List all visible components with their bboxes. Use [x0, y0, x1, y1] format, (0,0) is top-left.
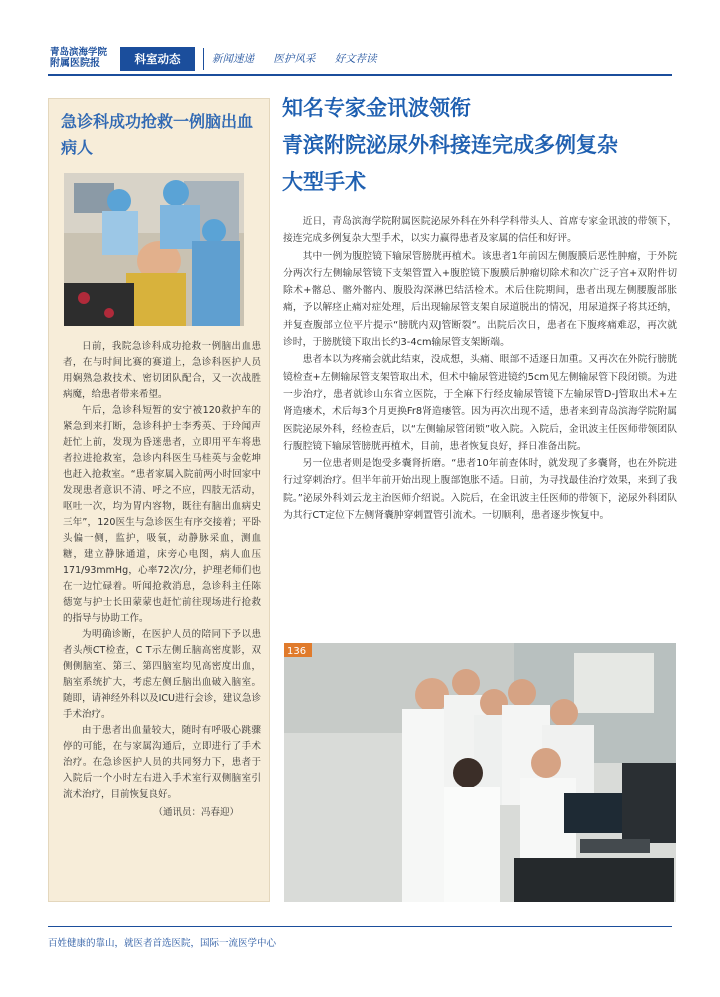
sidebar-paragraph: 日前，我院急诊科成功抢救一例脑出血患者，在与时间比赛的赛道上，急诊科医护人员用娴熟急救技术、密切团队配合，又一次战胜病魔，给患者带来希望。 [63, 341, 261, 400]
sidebar-paragraph: 午后，急诊科短暂的安宁被120救护车的紧急到来打断，急诊科护士李秀英、于玲闻声赶忙上前，发现为昏迷患者，立即用平车将患者拉进抢救室，急诊内科医生马桂英与金乾坤也赶入抢救室。“患者家属入院前两小时回家中发现患者意识不清、呼之不应，四肢无活动，呕吐一次，均为胃内容物，既往有脑出血病史三年”，120医生与急诊医生有序交接着；平卧头偏一侧，监护，吸氧，动静脉采血，测血糖，建立静脉通道，床旁心电图，病人血压171/93mmHg，心率72次/分，护理老师们也在一边忙碌着。听闻抢救消息，急诊科主任陈德宽与护士长田蒙蒙也赶忙前往现场进行抢救的指导与协助工作。 [63, 405, 261, 624]
sidebar-credit: （通讯员：冯春迎） [153, 807, 239, 818]
emergency-rescue-photo [64, 173, 244, 326]
sidebar-body [63, 339, 261, 821]
footer-slogan: 百姓健康的靠山，就医者首选医院，国际一流医学中心 [48, 938, 277, 949]
newspaper-logo [50, 47, 120, 70]
sidebar-article [48, 98, 270, 902]
header-divider [203, 48, 204, 70]
slogan-staff: 医护风采 [273, 53, 316, 65]
slogan-reading: 好文荐读 [334, 53, 377, 65]
article-headline [282, 90, 702, 201]
slogan-news: 新闻速递 [212, 53, 254, 65]
section-label: 科室动态 [120, 47, 195, 71]
logo-line1: 青岛滨海学院 [50, 47, 108, 58]
article-paragraph: 其中一例为腹腔镜下输尿管膀胱再植术。该患者1年前因左侧腹膜后恶性肿瘤，于外院分两次行左侧输尿管镜下支架管置入+腹腔镜下腹膜后肿瘤切除术和次广泛子宫+双附件切除术+髂总、髂外髂内、腹股沟深淋巴结活检术。术后住院期间，患者出现左侧腰腹部胀痛，予以解痉止痛对症处理，后出现输尿管支架自尿道脱出的情况，用尿道探子将其还纳，并复查腹部立位平片提示“膀胱内双J管断裂”。出院后次日，患者在下腹疼痛难忍，再次就诊时，于膀胱镜下取出长约3-4cm输尿管支架断端。 [283, 250, 677, 349]
wall-sign-number: 136 [287, 646, 307, 657]
urology-team-photo [284, 643, 676, 902]
article-paragraph: 患者本以为疼痛会就此结束，没成想，头痛、眼部不适逐日加重。又再次在外院行膀胱镜检查+左侧输尿管支架管取出术，但术中输尿管进镜约5cm见左侧输尿管下段闭锁。为进一步治疗，患者就诊山东省立医院，于全麻下行经皮输尿管镜下左输尿管D-J管取出术+左肾造瘘术，术后每3个月更换Fr8肾造瘘管。因为再次出现不适，患者来到青岛滨海学院附属医院泌尿外科，经检查后，以“左侧输尿管闭锁”收入院。入院后，金讯波主任医师带领团队行腹腔镜下输尿管膀胱再植术，目前，患者恢复良好，择日准备出院。 [283, 354, 677, 452]
article-paragraph: 另一位患者则是饱受多囊肾折磨。“患者10年前查体时，就发现了多囊肾，也在外院进行过穿刺治疗。但半年前开始出现上腹部饱胀不适。日前，为寻找最佳治疗效果，来到了我院。”泌尿外科刘云龙主治医师介绍说。入院后，在金讯波主任医师的带领下，泌尿外科团队为其行CT定位下左侧肾囊肿穿刺置管引流术。一切顺利，患者逐步恢复中。 [283, 458, 677, 522]
headline-line: 知名专家金讯波领衔 [282, 96, 471, 120]
sidebar-paragraph: 为明确诊断，在医护人员的陪同下予以患者头颅CT检查，C T示左侧丘脑高密度影，双侧侧脑室、第三、第四脑室均见高密度出血，脑室系统扩大，考虑左侧丘脑出血破入脑室。随即，请神经外科以及ICU进行会诊，建议急诊手术治疗。 [63, 629, 261, 720]
page-header [0, 38, 720, 78]
logo-line2: 附属医院报 [50, 58, 100, 69]
header-rule [48, 74, 672, 76]
footer-rule [48, 926, 672, 927]
sidebar-paragraph: 由于患者出血量较大，随时有呼吸心跳骤停的可能，在与家属沟通后，立即进行了手术治疗。在急诊医护人员的共同努力下，患者于入院后一个小时左右进入手术室行双侧脑室引流术治疗，目前恢复良好。 [63, 725, 261, 800]
sidebar-title: 急诊科成功抢救一例脑出血病人 [61, 112, 254, 157]
headline-line: 大型手术 [282, 170, 366, 194]
header-slogans [212, 51, 393, 66]
headline-line: 青滨附院泌尿外科接连完成多例复杂 [282, 133, 618, 157]
article-paragraph: 近日，青岛滨海学院附属医院泌尿外科在外科学科带头人、首席专家金讯波的带领下，接连完成多例复杂大型手术，以实力赢得患者及家属的信任和好评。 [283, 216, 677, 245]
article-body [283, 213, 677, 524]
